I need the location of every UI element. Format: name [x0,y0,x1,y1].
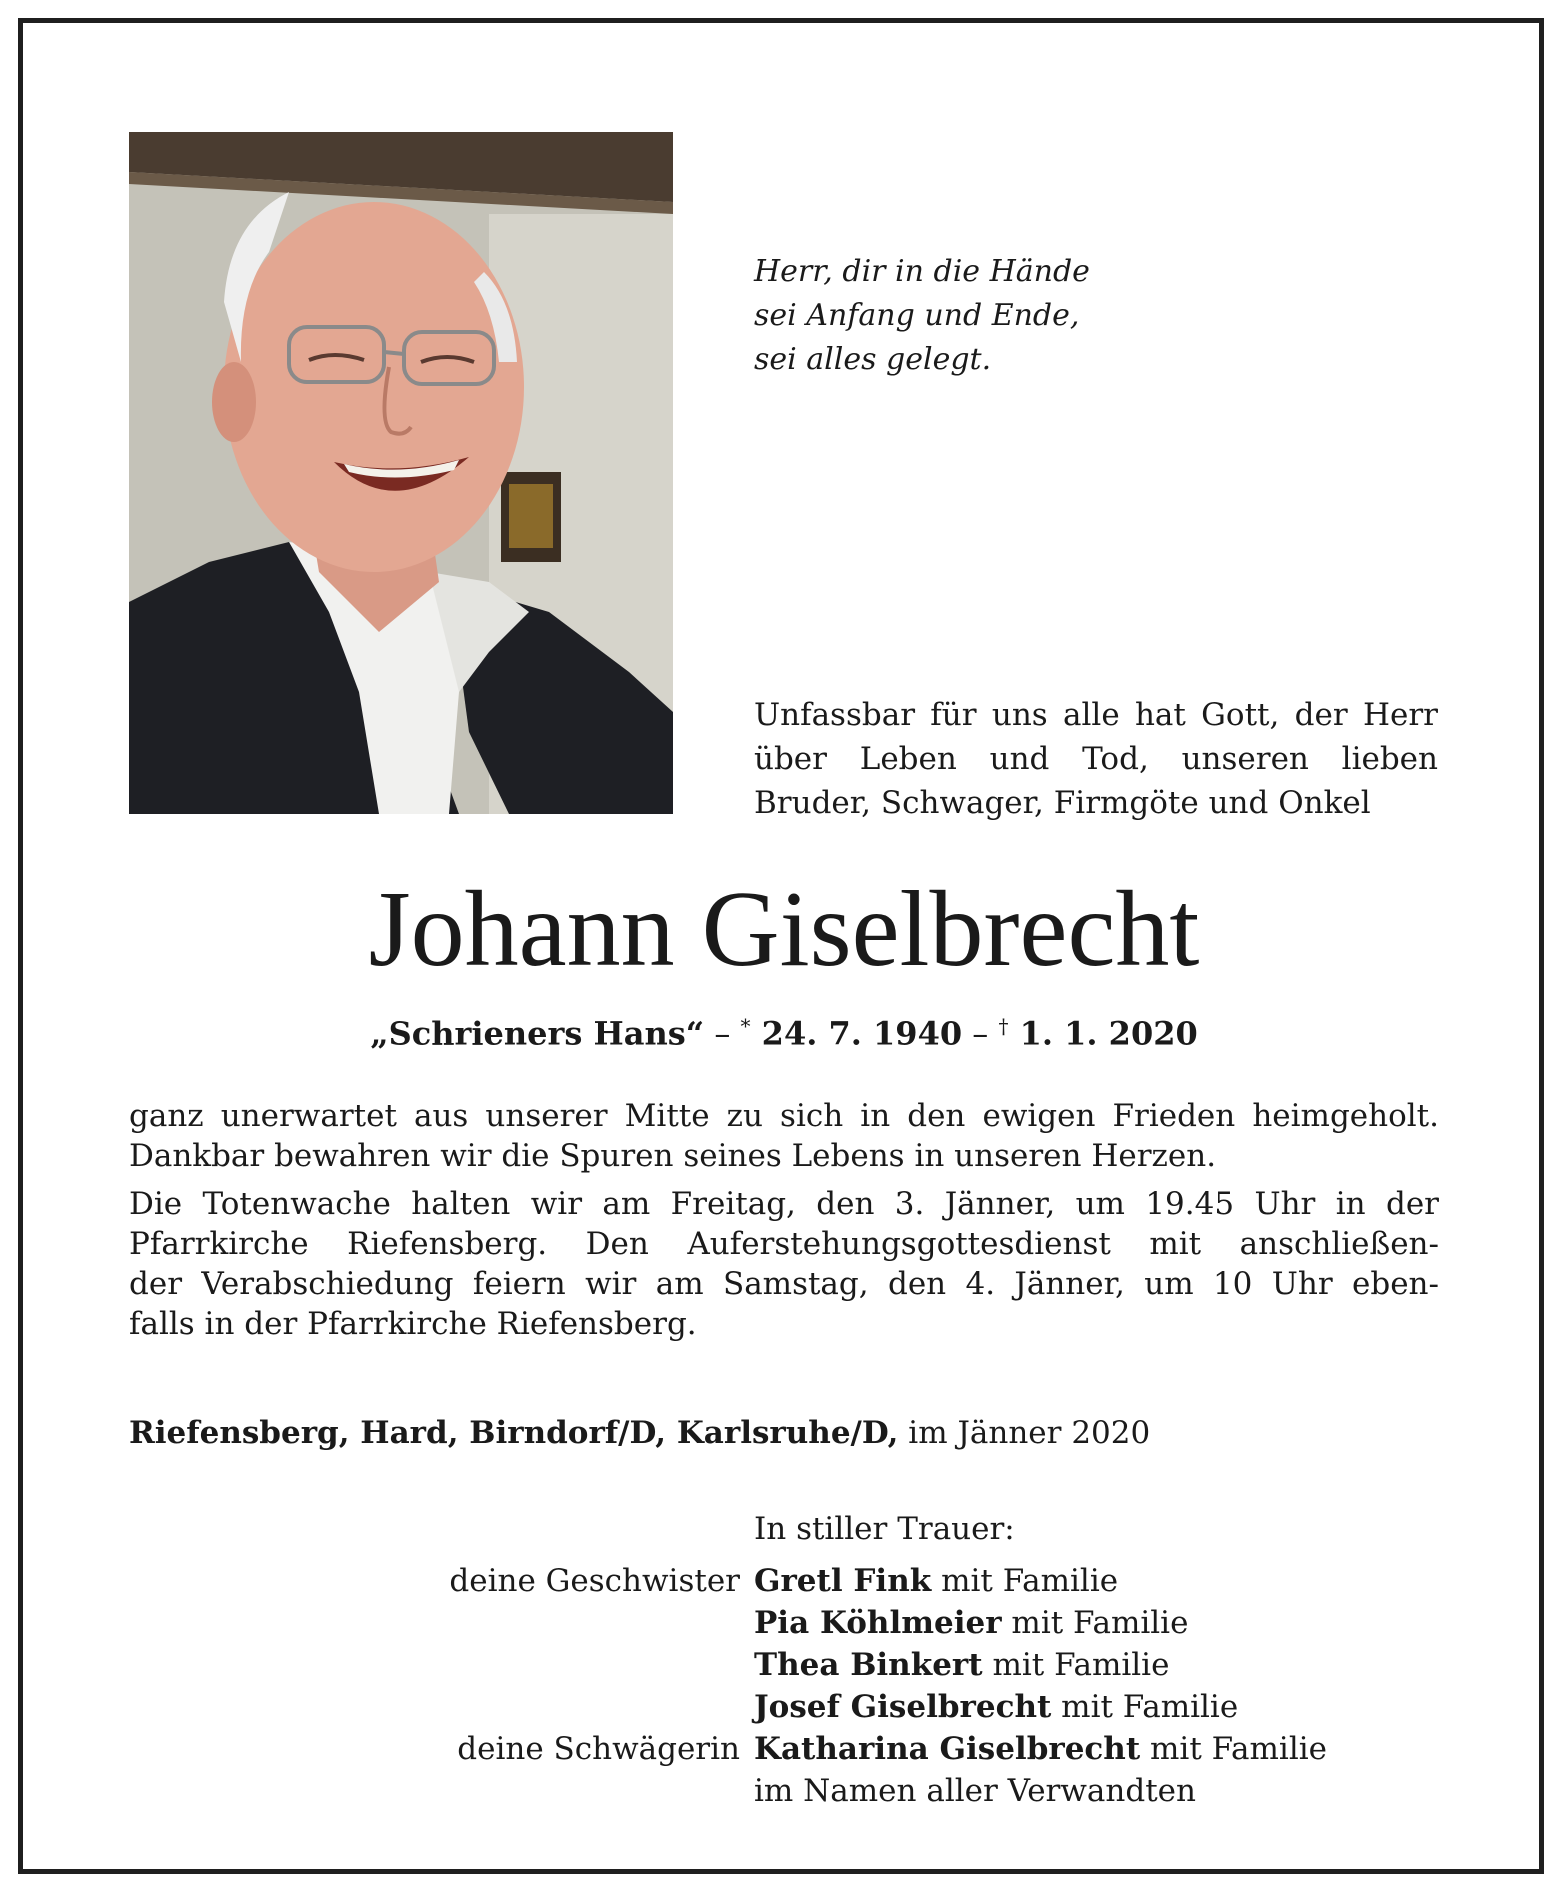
body-line: falls in der Pfarrkirche Riefensberg. [129,1306,697,1342]
verse-line: sei Anfang und Ende, [754,298,1080,333]
mourners-list [0,1560,1568,1812]
birth-symbol: * [740,1014,751,1038]
portrait-image [129,132,673,814]
body-line: Die Totenwache halten wir am Freitag, den 3. Jänner, um 19.45 Uhr in der [129,1186,1439,1222]
birth-date: 24. 7. 1940 [750,1014,963,1053]
mourner-suffix: mit Familie [931,1563,1119,1599]
mourner-name: Katharina Giselbrecht [754,1731,1141,1767]
verse-line: Herr, dir in die Hände [754,254,1090,289]
mourner-entry [754,1644,1169,1686]
paragraph-passing [129,1096,1439,1176]
mourner-name: Gretl Fink [754,1563,932,1599]
intro-line: Unfassbar für uns alle hat Gott, der Herr [754,697,1438,733]
mourner-name: Pia Köhlmeier [754,1605,1002,1641]
intro-line: über Leben und Tod, unseren lieben [754,741,1438,777]
announcement-body [129,1096,1439,1344]
mourner-suffix: mit Familie [982,1647,1170,1683]
bible-verse [754,250,1090,382]
places-list: Riefensberg, Hard, Birndorf/D, Karlsruhe/D, [129,1415,899,1451]
mourner-row [0,1770,1568,1812]
nickname: „Schrieners Hans“ [370,1014,705,1053]
mourner-suffix: mit Familie [1051,1689,1239,1725]
mourner-row [0,1644,1568,1686]
mourner-entry [754,1602,1188,1644]
death-date: 1. 1. 2020 [1008,1014,1198,1053]
intro-line: Bruder, Schwager, Firmgöte und Onkel [754,785,1371,821]
mourner-entry [754,1560,1118,1602]
mourner-row [0,1686,1568,1728]
mourner-row [0,1728,1568,1770]
place-and-date [129,1411,1150,1455]
separator: – [962,1014,999,1053]
body-line: der Verabschiedung feiern wir am Samstag, den 4. Jänner, um 10 Uhr eben- [129,1266,1439,1302]
mourner-suffix: mit Familie [1001,1605,1189,1641]
body-line: Dankbar bewahren wir die Spuren seines Lebens in unseren Herzen. [129,1138,1217,1174]
mourning-heading: In stiller Trauer: [754,1511,1015,1547]
portrait-photo [129,132,673,814]
mourner-row [0,1560,1568,1602]
date-line: im Jänner 2020 [898,1415,1151,1451]
mourner-name: Josef Giselbrecht [754,1689,1052,1725]
nickname-and-dates [0,1004,1568,1056]
intro-text [754,693,1438,825]
separator: – [704,1014,741,1053]
death-symbol: † [998,1014,1009,1038]
mourner-suffix: mit Familie [1140,1731,1328,1767]
body-line: ganz unerwartet aus unserer Mitte zu sich in den ewigen Frieden heimgeholt. [129,1098,1439,1134]
relation-label: deine Schwägerin [457,1731,740,1767]
verse-line: sei alles gelegt. [754,342,992,377]
mourner-suffix: im Namen aller Verwandten [754,1773,1196,1809]
mourner-row [0,1602,1568,1644]
mourner-entry [754,1686,1238,1728]
deceased-name: Johann Giselbrecht [368,870,1200,989]
mourner-entry [754,1770,1196,1812]
mourner-name: Thea Binkert [754,1647,983,1683]
relation-label: deine Geschwister [449,1563,740,1599]
mourner-entry [754,1728,1327,1770]
body-line: Pfarrkirche Riefensberg. Den Auferstehungsgottesdienst mit anschließen- [129,1226,1439,1262]
paragraph-services [129,1184,1439,1344]
